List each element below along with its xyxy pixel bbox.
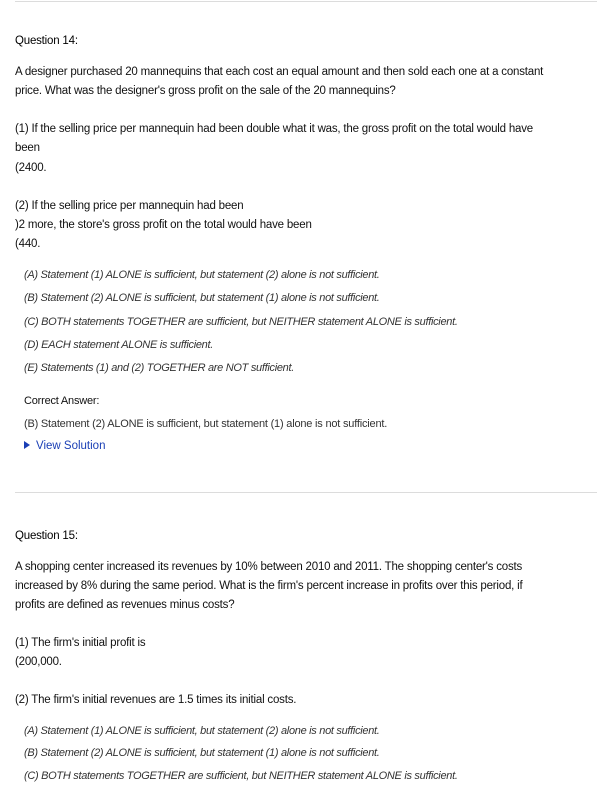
q14-statement-2-line-1: (2) If the selling price per mannequin had been bbox=[15, 200, 244, 212]
question-14-stem-line-1: A designer purchased 20 mannequins that each cost an equal amount and then sold each one at a constant bbox=[15, 66, 544, 78]
q14-statement-2-line-2: )2 more, the store's gross profit on the total would have been bbox=[15, 219, 312, 231]
q14-correct-answer-label: Correct Answer: bbox=[24, 395, 100, 407]
q15-option-c[interactable]: (C) BOTH statements TOGETHER are sufficient, but NEITHER statement ALONE is sufficient. bbox=[24, 770, 458, 782]
question-15-title: Question 15: bbox=[15, 530, 78, 542]
q15-statement-1-line-2: (200,000. bbox=[15, 656, 62, 668]
q15-statement-1-line-1: (1) The firm's initial profit is bbox=[15, 637, 146, 649]
q14-statement-1-line-3: (2400. bbox=[15, 162, 47, 174]
q14-statement-1-line-2: been bbox=[15, 142, 40, 154]
q14-correct-answer-value: (B) Statement (2) ALONE is sufficient, but statement (1) alone is not sufficient. bbox=[24, 418, 388, 430]
q14-option-e[interactable]: (E) Statements (1) and (2) TOGETHER are NOT sufficient. bbox=[24, 362, 294, 374]
question-15-stem-line-3: profits are defined as revenues minus costs? bbox=[15, 599, 235, 611]
question-14-title: Question 14: bbox=[15, 35, 78, 47]
q14-option-b[interactable]: (B) Statement (2) ALONE is sufficient, but statement (1) alone is not sufficient. bbox=[24, 292, 380, 304]
q15-option-b[interactable]: (B) Statement (2) ALONE is sufficient, but statement (1) alone is not sufficient. bbox=[24, 747, 380, 759]
q14-statement-2-line-3: (440. bbox=[15, 238, 41, 250]
q15-statement-2-line-1: (2) The firm's initial revenues are 1.5 times its initial costs. bbox=[15, 694, 297, 706]
q14-option-a[interactable]: (A) Statement (1) ALONE is sufficient, but statement (2) alone is not sufficient. bbox=[24, 269, 380, 281]
q14-statement-1-line-1: (1) If the selling price per mannequin had been double what it was, the gross profit on the total would have bbox=[15, 123, 533, 135]
expand-triangle-icon bbox=[24, 441, 30, 449]
question-divider bbox=[15, 492, 597, 493]
q14-option-c[interactable]: (C) BOTH statements TOGETHER are sufficient, but NEITHER statement ALONE is sufficient. bbox=[24, 316, 458, 328]
question-15-stem-line-1: A shopping center increased its revenues by 10% between 2010 and 2011. The shopping center's costs bbox=[15, 561, 523, 573]
q14-view-solution-link[interactable] bbox=[24, 440, 105, 452]
q15-option-a[interactable]: (A) Statement (1) ALONE is sufficient, but statement (2) alone is not sufficient. bbox=[24, 725, 380, 737]
question-15-stem-line-2: increased by 8% during the same period. What is the firm's percent increase in profits over this period, if bbox=[15, 580, 523, 592]
question-14-stem-line-2: price. What was the designer's gross profit on the sale of the 20 mannequins? bbox=[15, 85, 396, 97]
top-divider bbox=[15, 1, 597, 2]
view-solution-label: View Solution bbox=[36, 440, 106, 452]
q14-option-d[interactable]: (D) EACH statement ALONE is sufficient. bbox=[24, 339, 214, 351]
